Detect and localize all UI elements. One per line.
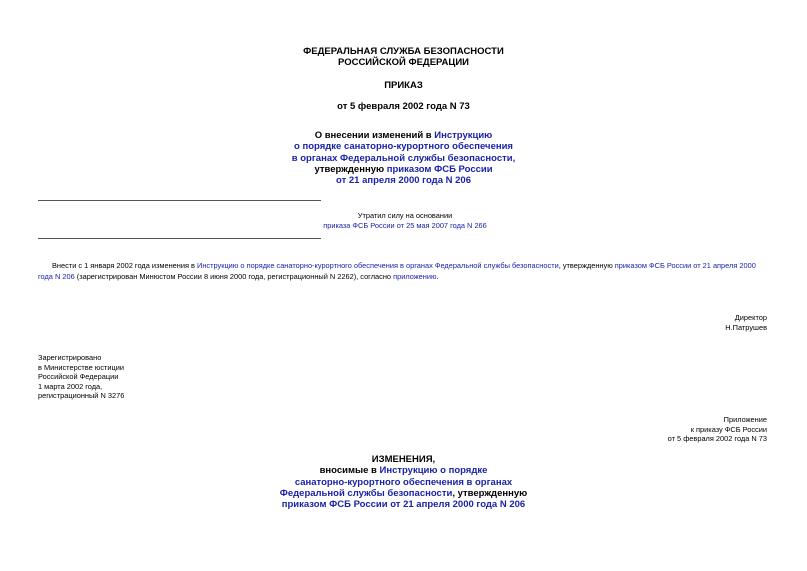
changes-text-approved: , утвержденную: [452, 487, 528, 499]
registration-line4: 1 марта 2002 года,: [38, 381, 103, 391]
changes-link-order[interactable]: приказом ФСБ России от 21 апреля 2000 года N 206: [281, 499, 526, 511]
body-link-appendix[interactable]: приложению: [393, 271, 437, 281]
status-line: Утратил силу на основании: [357, 211, 453, 220]
title-link-order-date[interactable]: от 21 апреля 2000 года N 206: [336, 175, 471, 187]
registration-line3: Российской Федерации: [38, 372, 119, 382]
appendix-line1: Приложение: [723, 415, 767, 424]
agency-name-line2: РОССИЙСКОЙ ФЕДЕРАЦИИ: [337, 57, 469, 68]
title-text-approved: утвержденную: [314, 163, 387, 175]
document-date: от 5 февраля 2002 года N 73: [337, 101, 470, 112]
body-text-1: Внести с 1 января 2002 года изменения в: [52, 261, 198, 270]
divider-bottom: [38, 238, 321, 239]
title-text: О внесении изменений в: [314, 130, 435, 141]
changes-link-instruction-line2[interactable]: санаторно-курортного обеспечения в органах: [294, 476, 513, 488]
title-link-instruction[interactable]: Инструкцию: [434, 130, 493, 141]
body-text-4: .: [436, 271, 439, 281]
signature-block: [725, 313, 767, 332]
body-link-instruction[interactable]: Инструкцию о порядке санаторно-курортного обеспечения в органах Федеральной службы безопасности: [197, 261, 559, 270]
changes-text: вносимые в: [319, 465, 380, 477]
agency-name-line1: ФЕДЕРАЛЬНАЯ СЛУЖБА БЕЗОПАСНОСТИ: [303, 46, 504, 57]
status-link-repeal-order[interactable]: приказа ФСБ России от 25 мая 2007 года N 266: [323, 220, 487, 230]
document-type: ПРИКАЗ: [384, 80, 423, 91]
status-note: [270, 211, 540, 230]
changes-link-instruction-line3[interactable]: Федеральной службы безопасности: [279, 487, 453, 499]
changes-heading-block: [0, 454, 807, 510]
body-paragraph: [38, 261, 770, 282]
body-text-3: (зарегистрирован Минюстом России 8 июня 2000 года, регистрационный N 2262), согласно: [74, 271, 394, 281]
registration-line2: в Министерстве юстиции: [38, 362, 125, 372]
changes-link-instruction[interactable]: Инструкцию о порядке: [379, 465, 488, 477]
title-link-order[interactable]: приказом ФСБ России: [386, 163, 493, 175]
registration-block: [38, 353, 124, 401]
registration-line1: Зарегистрировано: [38, 353, 102, 362]
appendix-line3: от 5 февраля 2002 года N 73: [667, 434, 767, 444]
signature-title: Директор: [734, 313, 767, 322]
appendix-block: [668, 415, 767, 444]
title-link-instruction-line3[interactable]: в органах Федеральной службы безопасности,: [291, 152, 516, 164]
document-title: [0, 130, 807, 186]
appendix-line2: к приказу ФСБ России: [690, 424, 767, 434]
signature-name: Н.Патрушев: [725, 322, 767, 332]
registration-line5: регистрационный N 3276: [38, 391, 125, 401]
divider-top: [38, 200, 321, 201]
document-header: [0, 46, 807, 68]
changes-heading: ИЗМЕНЕНИЯ,: [371, 454, 436, 465]
title-link-instruction-line2[interactable]: о порядке санаторно-курортного обеспечения: [294, 141, 513, 153]
body-link-order[interactable]: приказом ФСБ России от 21 апреля 2000 года N 206: [38, 261, 756, 281]
body-text-2: , утвержденную: [558, 261, 615, 270]
